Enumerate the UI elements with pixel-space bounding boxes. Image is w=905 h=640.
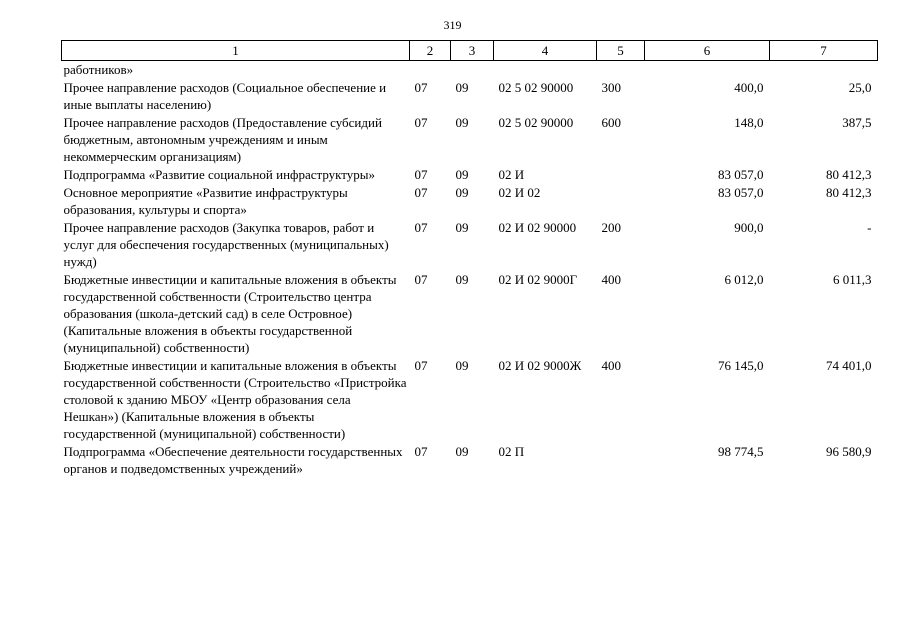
page-number: 319 xyxy=(443,18,462,32)
row-subsection: 09 xyxy=(455,80,469,95)
row-name: Основное мероприятие «Развитие инфраструктуры образования, культуры и спорта» xyxy=(63,185,348,217)
row-section: 07 xyxy=(414,167,428,182)
row-name: Бюджетные инвестиции и капитальные вложения в объекты государственной собственности (Строительство «Пристройка столовой к зданию МБОУ «Центр образования села Нешкан») (Капитальные вложения в объекты государственной (муниципальной) собственности) xyxy=(63,358,407,441)
row-section: 07 xyxy=(414,80,428,95)
row-subsection: 09 xyxy=(455,185,469,200)
table-row xyxy=(62,184,878,219)
table-row xyxy=(62,271,878,357)
row-section: 07 xyxy=(414,444,428,459)
row-subsection xyxy=(451,61,494,80)
table-row xyxy=(62,114,878,166)
row-amount-plan xyxy=(645,61,770,80)
row-section xyxy=(410,61,451,80)
row-name: Подпрограмма «Развитие социальной инфраструктуры» xyxy=(63,167,376,182)
row-target-article: 02 И 02 xyxy=(498,185,541,200)
row-amount-plan: 83 057,0 xyxy=(718,185,764,200)
table-row xyxy=(62,357,878,443)
row-target-article: 02 И 02 90000 xyxy=(498,220,577,235)
row-section: 07 xyxy=(414,115,428,130)
row-target-article: 02 П xyxy=(498,444,525,459)
row-name: Прочее направление расходов (Предоставление субсидий бюджетным, автономным учреждениям и иным некоммерческим организациям) xyxy=(63,115,382,164)
table-row xyxy=(62,61,878,80)
row-subsection: 09 xyxy=(455,358,469,373)
table-row xyxy=(62,79,878,114)
row-expense-type: 200 xyxy=(601,220,621,235)
header-col-4: 4 xyxy=(494,41,597,61)
row-amount-plan: 98 774,5 xyxy=(718,444,764,459)
row-amount-plan: 83 057,0 xyxy=(718,167,764,182)
row-amount-actual: 96 580,9 xyxy=(826,444,872,459)
row-amount-plan: 6 012,0 xyxy=(724,272,764,287)
row-subsection: 09 xyxy=(455,272,469,287)
row-amount-plan: 400,0 xyxy=(734,80,764,95)
row-amount-actual: 80 412,3 xyxy=(826,185,872,200)
table-header-row xyxy=(62,41,878,61)
row-amount-actual: 80 412,3 xyxy=(826,167,872,182)
row-name: Прочее направление расходов (Социальное обеспечение и иные выплаты населению) xyxy=(63,80,387,112)
row-target-article: 02 И xyxy=(498,167,525,182)
row-target-article xyxy=(494,61,597,80)
row-amount-plan: 76 145,0 xyxy=(718,358,764,373)
row-target-article: 02 И 02 9000Ж xyxy=(498,358,582,373)
row-name: Бюджетные инвестиции и капитальные вложения в объекты государственной собственности (Строительство центра образования (школа-детский сад) в селе Островное) (Капитальные вложения в объекты государственной (муниципальной) собственности) xyxy=(63,272,397,355)
row-target-article: 02 5 02 90000 xyxy=(498,80,574,95)
row-amount-actual: 74 401,0 xyxy=(826,358,872,373)
row-subsection: 09 xyxy=(455,220,469,235)
header-col-3: 3 xyxy=(451,41,494,61)
row-expense-type: 300 xyxy=(601,80,621,95)
row-amount-plan: 900,0 xyxy=(734,220,764,235)
row-amount-plan: 148,0 xyxy=(734,115,764,130)
header-col-2: 2 xyxy=(410,41,451,61)
header-col-7: 7 xyxy=(770,41,878,61)
header-col-1: 1 xyxy=(62,41,410,61)
row-amount-actual xyxy=(770,61,878,80)
row-subsection: 09 xyxy=(455,167,469,182)
row-amount-actual: 387,5 xyxy=(842,115,872,130)
table-row xyxy=(62,219,878,271)
row-name: Прочее направление расходов (Закупка товаров, работ и услуг для обеспечения государственных (муниципальных) нужд) xyxy=(63,220,389,269)
row-section: 07 xyxy=(414,272,428,287)
row-expense-type xyxy=(597,443,645,478)
row-expense-type: 600 xyxy=(601,115,621,130)
row-expense-type: 400 xyxy=(601,358,621,373)
row-section: 07 xyxy=(414,220,428,235)
row-name: Подпрограмма «Обеспечение деятельности государственных органов и подведомственных учреждений» xyxy=(63,444,403,476)
row-subsection: 09 xyxy=(455,444,469,459)
row-expense-type xyxy=(597,184,645,219)
row-target-article: 02 5 02 90000 xyxy=(498,115,574,130)
row-subsection: 09 xyxy=(455,115,469,130)
row-target-article: 02 И 02 9000Г xyxy=(498,272,578,287)
row-amount-actual: 25,0 xyxy=(848,80,872,95)
row-amount-actual: - xyxy=(867,220,872,235)
row-section: 07 xyxy=(414,185,428,200)
budget-table xyxy=(61,40,878,478)
header-col-6: 6 xyxy=(645,41,770,61)
row-section: 07 xyxy=(414,358,428,373)
table-row xyxy=(62,166,878,184)
row-expense-type xyxy=(597,166,645,184)
row-expense-type xyxy=(597,61,645,80)
row-expense-type: 400 xyxy=(601,272,621,287)
table-row xyxy=(62,443,878,478)
row-name: работников» xyxy=(63,62,134,77)
row-amount-actual: 6 011,3 xyxy=(832,272,872,287)
header-col-5: 5 xyxy=(597,41,645,61)
